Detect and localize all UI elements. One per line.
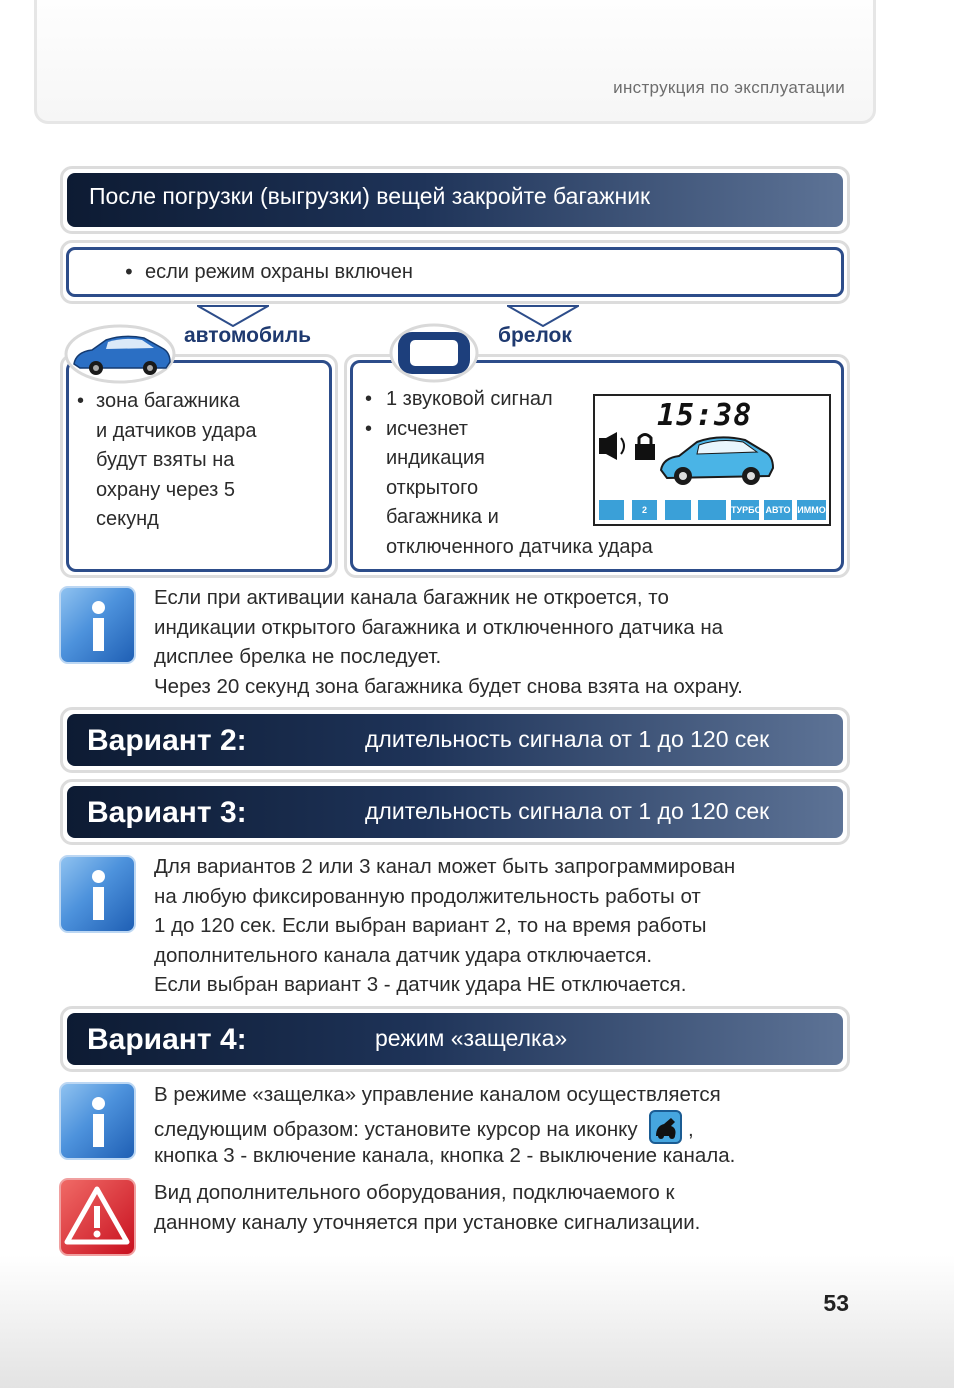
variant-2-bar <box>67 714 843 766</box>
variant-3-bar <box>67 786 843 838</box>
info-text-2 <box>154 852 735 1000</box>
info-line: дисплее брелка не последует. <box>154 645 442 668</box>
info-line: дополнительного канала датчик удара отключается. <box>154 943 653 967</box>
info-icon <box>59 586 136 664</box>
variant-4-label: Вариант 4: <box>87 1023 247 1056</box>
fob-item-line: исчезнет <box>386 417 468 440</box>
car-panel-label: автомобиль <box>184 324 312 347</box>
car-panel-text <box>96 387 257 535</box>
warning-line: данному каналу уточняется при установке сигнализации. <box>154 1210 701 1234</box>
condition-frame <box>60 240 850 304</box>
page-bottom-shade <box>0 1255 954 1388</box>
warning-triangle-glyph <box>61 1180 134 1254</box>
fob-item-line: отключенного датчика удара <box>386 535 653 558</box>
info-text-3 <box>154 1080 735 1170</box>
lcd-icon-wrench <box>698 500 726 520</box>
variant-2-desc: длительность сигнала от 1 до 120 сек <box>365 726 770 752</box>
car-icon <box>62 322 180 384</box>
variant-3-desc: длительность сигнала от 1 до 120 сек <box>365 798 770 824</box>
info-line: 1 до 120 сек. Если выбран вариант 2, то на время работы <box>154 914 707 937</box>
info-line: Если при активации канала багажник не откроется, то <box>154 586 669 609</box>
car-panel-bullet: • <box>77 390 85 412</box>
fob-bullet-1: • <box>365 388 373 410</box>
condition-bullet: • <box>123 260 135 284</box>
latch-channel-icon <box>649 1110 682 1144</box>
info-line: В режиме «защелка» управление каналом осуществляется <box>154 1083 721 1106</box>
car-panel-line: охрану через 5 <box>96 478 235 501</box>
info-line: следующим образом: установите курсор на иконку <box>154 1117 638 1141</box>
lcd-car-icon <box>657 430 777 492</box>
title-text: После погрузки (выгрузки) вещей закройте багажник <box>89 183 651 209</box>
header-text: инструкция по эксплуатации <box>613 78 845 97</box>
latch-channel-glyph <box>651 1112 680 1142</box>
info-icon <box>59 855 136 933</box>
car-panel-line: и датчиков удара <box>96 419 257 442</box>
fob-lcd-display <box>593 394 831 526</box>
fob-item-line: багажника и <box>386 506 499 528</box>
car-panel-line: зона багажника <box>96 390 240 412</box>
variant-4-bar <box>67 1013 843 1065</box>
variant-3-label: Вариант 3: <box>87 796 247 829</box>
condition-text: если режим охраны включен <box>145 261 413 283</box>
warning-icon <box>59 1178 136 1256</box>
condition-bar <box>66 247 844 297</box>
lcd-time: 15:38 <box>657 398 753 433</box>
lcd-icon-immo: ИММО <box>797 500 826 520</box>
variant-2-frame <box>60 707 850 773</box>
car-panel-line: секунд <box>96 508 159 530</box>
info-line: Для вариантов 2 или 3 канал может быть запрограммирован <box>154 855 736 878</box>
info-line: индикации открытого багажника и отключенного датчика на <box>154 615 724 639</box>
variant-2-label: Вариант 2: <box>87 724 247 757</box>
fob-item-line: открытого <box>386 476 479 499</box>
warning-text <box>154 1178 700 1237</box>
car-panel <box>66 360 332 572</box>
lcd-icon-turbo: ТУРБО <box>731 500 759 520</box>
info-line: Если выбран вариант 3 - датчик удара НЕ отключается. <box>154 973 687 996</box>
page-number: 53 <box>823 1290 849 1316</box>
info-line: на любую фиксированную продолжительность работы от <box>154 884 701 908</box>
fob-bullet-2: • <box>365 417 373 440</box>
page-header <box>34 0 876 124</box>
lcd-icon-shock <box>665 500 691 520</box>
info-line: Через 20 секунд зона багажника будет снова взята на охрану. <box>154 674 743 698</box>
variant-4-desc: режим «защелка» <box>375 1025 568 1051</box>
lcd-icon-auto: АВТО <box>764 500 792 520</box>
fob-panel-label: брелок <box>498 324 572 347</box>
fob-item-line: индикация <box>386 447 485 469</box>
info-line: кнопка 3 - включение канала, кнопка 2 - выключение канала. <box>154 1143 736 1167</box>
info-line-with-icon <box>154 1110 735 1141</box>
info-icon <box>59 1082 136 1160</box>
lcd-icon-channel-2: 2 <box>632 500 657 520</box>
title-bar <box>67 173 843 227</box>
info-line-end: , <box>688 1117 694 1141</box>
title-frame <box>60 166 850 234</box>
car-panel-line: будут взяты на <box>96 449 235 471</box>
info-text-1 <box>154 583 743 701</box>
key-fob-icon <box>388 322 480 384</box>
variant-4-frame <box>60 1006 850 1072</box>
siren-lock-icon <box>597 430 663 466</box>
lcd-icon-pistol <box>599 500 624 520</box>
warning-line: Вид дополнительного оборудования, подключаемого к <box>154 1181 675 1204</box>
fob-item-1: 1 звуковой сигнал <box>386 388 553 410</box>
variant-3-frame <box>60 779 850 845</box>
